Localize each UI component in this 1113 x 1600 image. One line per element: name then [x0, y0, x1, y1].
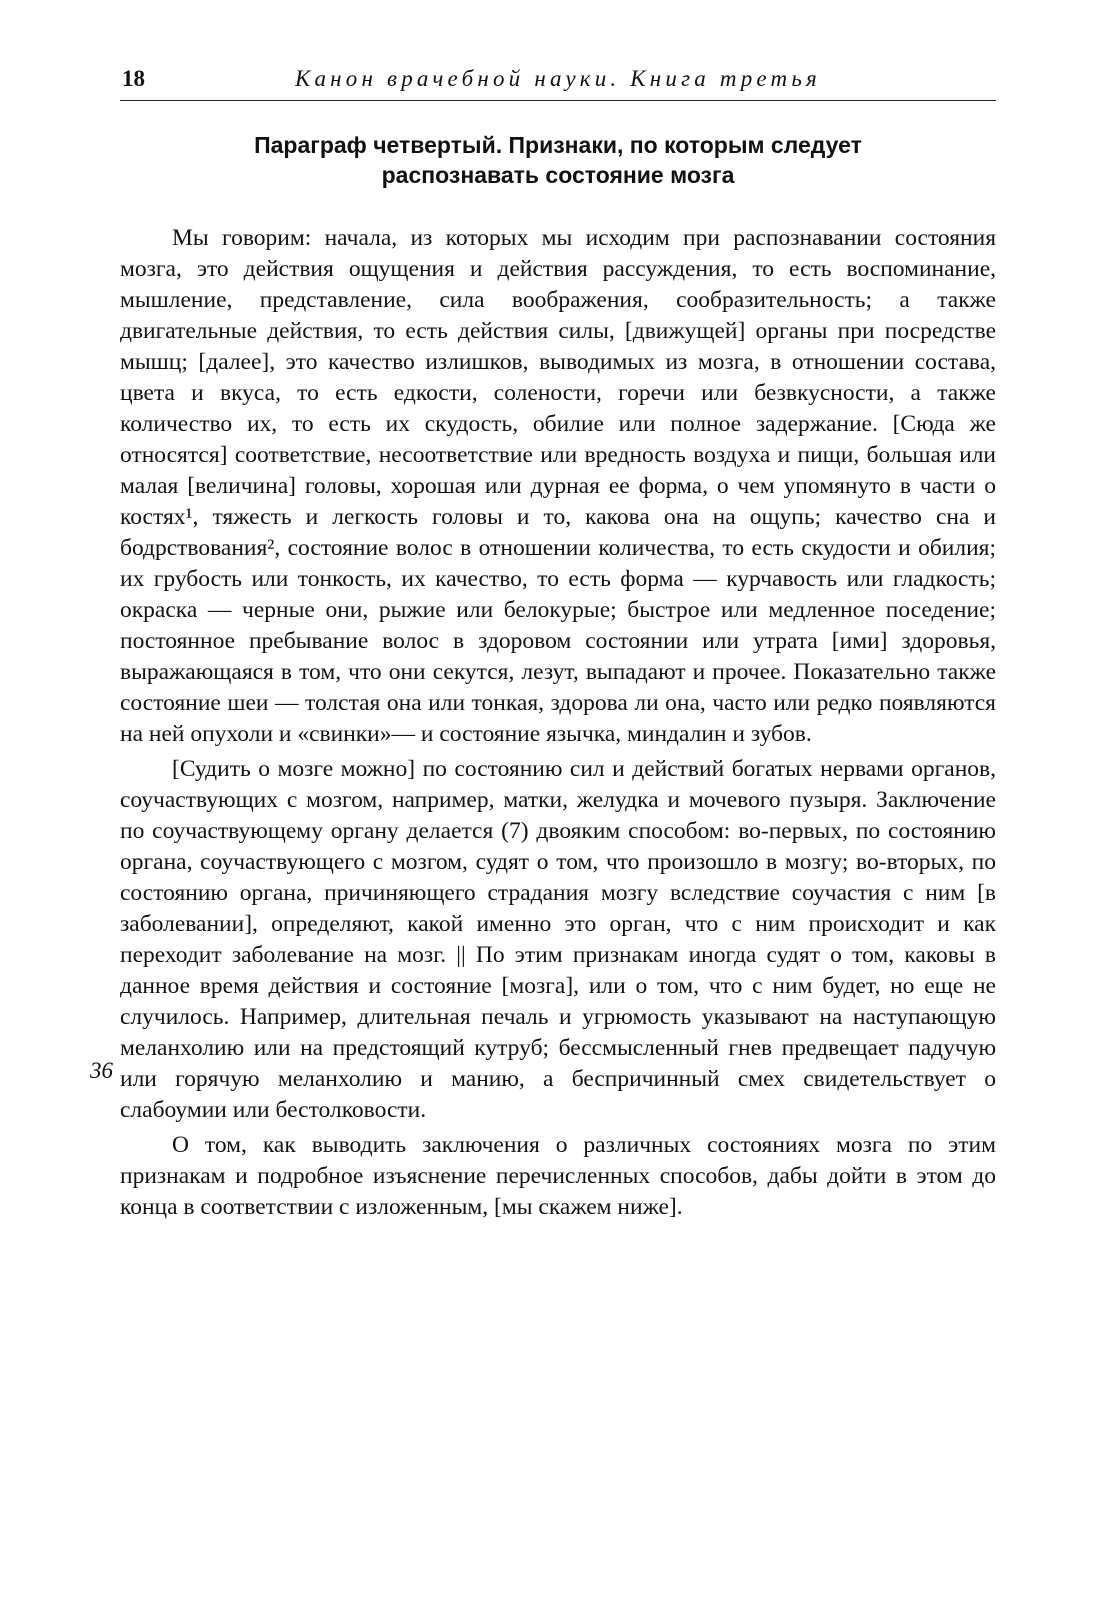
section-heading-line-1: Параграф четвертый. Признаки, по которым следует [254, 132, 862, 158]
margin-folio-note: 36 [90, 1058, 113, 1083]
paragraph-1: Мы говорим: начала, из которых мы исходим при распознавании состояния мозга, это действия ощущения и действия рассуждения, то есть воспоминание, мышление, представление, сила воображения, сообразительность; а также двигательные действия, то есть действия силы, [движущей] органы при посредстве мышц; [далее], это качество излишков, выводимых из мозга, в отношении состава, цвета и вкуса, то есть едкости, солености, горечи или безвкусности, а также количество их, то есть их скудость, обилие или полное задержание. [Сюда же относятся] соответствие, несоответствие или вредность воздуха и пищи, большая или малая [величина] головы, хорошая или дурная ее форма, о чем упомянуто в части о костях¹, тяжесть и легкость головы и то, какова она на ощупь; качество сна и бодрствования², состояние волос в отношении количества, то есть скудости и обилия; их грубость или тонкость, их качество, то есть форма — курчавость или гладкость; окраска — черные они, рыжие или белокурые; быстрое или медленное поседение; постоянное пребывание волос в здоровом состоянии или утрата [ими] здоровья, выражающаяся в том, что они секутся, лезут, выпадают и прочее. Показательно также состояние шеи — толстая она или тонкая, здорова ли она, часто или редко появляются на ней опухоли и «свинки»— и состояние язычка, миндалин и зубов. [120, 225, 996, 747]
paragraph-3: О том, как выводить заключения о различных состояниях мозга по этим признакам и подробное изъяснение перечисленных способов, дабы дойти в этом до конца в соответствии с изложенным, [мы скажем ниже]. [120, 1132, 996, 1220]
paragraph-2: [Судить о мозге можно] по состоянию сил и действий богатых нервами органов, соучаствующих с мозгом, например, матки, желудка и мочевого пузыря. Заключение по соучаствующему органу делается (7) двояким способом: во-первых, по состоянию органа, соучаствующего с мозгом, судят о том, что произошло в мозгу; во-вторых, по состоянию органа, причиняющего страдания мозгу вследствие соучастия с ним [в заболевании], определяют, какой именно это орган, что с ним происходит и как переходит заболевание на мозг. || По этим признакам иногда судят о том, каковы в данное время действия и состояние [мозга], или о том, что с ним будет, но еще не случилось. Например, длительная печаль и угрюмость указывают на наступающую меланхолию или на предстоящий кутруб; бессмысленный гнев предвещает падучую или горячую меланхолию и манию, а беспричинный смех свидетельствует о слабоумии или бестолковости. [120, 756, 996, 1123]
body-text [120, 223, 996, 1223]
section-heading [120, 130, 996, 190]
page-number: 18 [122, 66, 145, 91]
section-heading-line-2: распознавать состояние мозга [381, 162, 735, 188]
running-header [120, 60, 996, 101]
running-title: Канон врачебной науки. Книга третья [295, 66, 821, 91]
